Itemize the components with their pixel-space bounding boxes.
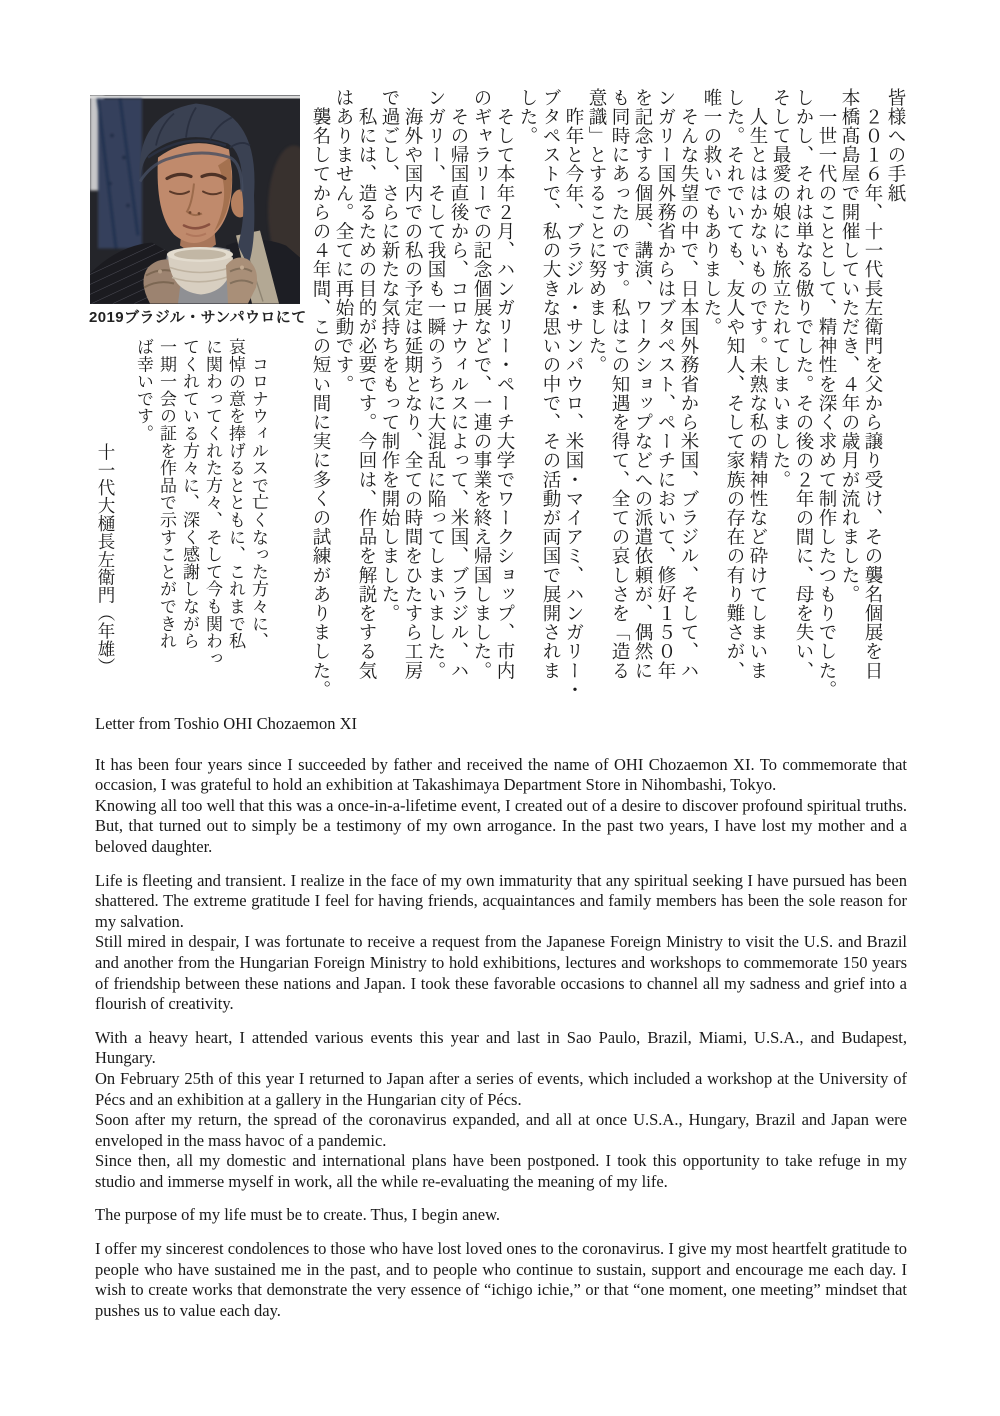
english-letter-title: Letter from Toshio OHI Chozaemon XI: [95, 714, 358, 733]
jp-text-column: そして本年２月、ハンガリー・ペーチ大学でワークショップ、市内: [494, 88, 514, 681]
jp-text-column: 意識」とすることに努めました。: [586, 88, 606, 375]
japanese-letter-closing: [132, 338, 270, 688]
jp-text-column: コロナウィルスで亡くなった方々に、: [249, 338, 268, 650]
jp-text-column: も同時にあったのです。私はこの知遇を得て、全ての哀しさを「造る: [609, 88, 629, 681]
english-paragraph: Still mired in despair, I was fortunate to receive a request from the Japanese Foreign Ministry to visit the U.S. and Brazil and another from the Hungarian Foreign Ministry to hold exhibitions, lectures and workshops to commemorate 150 years of friendship between these nations and Japan. I took these favorable occasions to channel all my sadness and grief into a flourish of creativity.: [95, 932, 907, 1014]
english-paragraph: Soon after my return, the spread of the coronavirus expanded, and all at once U.S.A., Hungary, Brazil and Japan were enveloped in the mass havoc of a pandemic.: [95, 1110, 907, 1150]
english-paragraph: Knowing all too well that this was a once-in-a-lifetime event, I created out of a desire to discover profound spiritual truths. But, that turned out to simply be a testimony of my own arrogance. In the past two years, I have lost my mother and a beloved daughter.: [95, 795, 907, 856]
english-paragraph: Since then, all my domestic and international plans have been postponed. I took this opportunity to take refuge in my studio and immerse myself in work, all the while re-evaluating the meaning of my life.: [95, 1151, 907, 1191]
jp-text-column: てくれている方々に、深く感謝しながら: [180, 338, 199, 650]
jp-text-column: で過ごし、さらに新たな気持ちをもって制作を開始しました。: [379, 88, 399, 623]
jp-text-column: 海外や国内での私の予定は延期となり、全ての時間をひたすら工房: [402, 88, 422, 681]
jp-text-column: 一世一代のこととして、精神性を深く求めて制作したつもりでした。: [816, 88, 836, 700]
jp-text-column: した。それでいても、友人や知人、そして家族の存在の有り難さが、: [724, 88, 744, 681]
jp-text-column: 一期一会の証を作品で示すことができれ: [157, 338, 176, 650]
english-letter: [95, 714, 907, 1321]
english-paragraph: Life is fleeting and transient. I realize in the face of my own immaturity that any spiritual seeking I have pursued has been shattered. The extreme gratitude I feel for having friends, acquaintances and family members has been the sole reason for my salvation.: [95, 870, 907, 931]
jp-text-column: 私には、造るための目的が必要です。今回は、作品を解説をする気: [356, 88, 376, 681]
jp-text-column: その帰国直後から、コロナウィルスによって、米国、ブラジル、ハ: [448, 88, 468, 681]
jp-text-column: 人生とははかないものです。未熟な私の精神性など砕けてしまいま: [747, 88, 767, 681]
jp-text-column: ば幸いです。: [134, 338, 153, 442]
jp-text-column: した。: [517, 88, 537, 146]
english-paragraph: With a heavy heart, I attended various events this year and last in Sao Paulo, Brazil, Miami, U.S.A., and Budapest, Hungary.: [95, 1027, 907, 1068]
jp-text-column: そんな失望の中で、日本国外務省から米国、ブラジル、そして、ハ: [678, 88, 698, 681]
jp-text-column: 本橋髙島屋で開催していただき、４年の歳月が流れました。: [839, 88, 859, 604]
jp-text-column: しかし、それは単なる傲りでした。その後の２年の間に、母を失い、: [793, 88, 813, 681]
background-figure: [98, 99, 142, 249]
english-paragraph: The purpose of my life must be to create. Thus, I begin anew.: [95, 1205, 501, 1225]
jp-text-column: のギャラリーでの記念個展などで、一連の事業を終え帰国しました。: [471, 88, 491, 681]
jp-text-column: ２０１６年、十一代長左衛門を父から譲り受け、その襲名個展を日: [862, 88, 882, 681]
english-paragraphs: [95, 755, 907, 1322]
jp-text-column: 哀悼の意を捧げるとともに、これまで私: [226, 338, 245, 650]
japanese-letter-main: [308, 88, 906, 712]
jp-text-column: はありません。全てに再始動です。: [333, 88, 353, 394]
artist-photo: [90, 95, 300, 304]
jp-text-column: 皆様への手紙: [885, 88, 905, 203]
jp-text-column: を記念する個展、講演、ワークショップなどへの派遣依頼が、偶然に: [632, 88, 652, 681]
jp-text-column: そして最愛の娘にも旅立たれてしまいました。: [770, 88, 790, 490]
jp-text-column: 唯一の救いでもありました。: [701, 88, 721, 337]
artist-photo-illustration: [90, 95, 300, 304]
english-paragraph: It has been four years since I succeeded by father and received the name of OHI Chozaemon XI. To commemorate that occasion, I was grateful to hold an exhibition at Takashimaya Department Store in Nihombashi, Tokyo.: [95, 754, 907, 795]
jp-text-column: 昨年と今年、ブラジル・サンパウロ、米国・マイアミ、ハンガリー・: [563, 88, 583, 700]
signature: 十一代大樋長左衛門（年雄）: [96, 443, 116, 676]
jp-text-column: に関わってくれた方々、そして今も関わっ: [203, 338, 222, 667]
english-paragraph: On February 25th of this year I returned to Japan after a series of events, which included a workshop at the University of Pécs and an exhibition at a gallery in the Hungarian city of Pécs.: [95, 1068, 907, 1109]
jp-text-column: 襲名してからの４年間、この短い間に実に多くの試練がありました。: [310, 88, 330, 700]
jp-text-column: ンガリー、そして我国も一瞬のうちに大混乱に陥ってしまいました。: [425, 88, 445, 681]
jp-text-column: ンガリー国外務省からはブタペスト、ペーチにおいて、修好１５０年: [655, 88, 675, 681]
english-paragraph: I offer my sincerest condolences to those who have lost loved ones to the coronavirus. I give my most heartfelt gratitude to people who have sustained me in the past, and to people who continue to sustain, support and encourage me each day. I wish to create works that demonstrate the very essence of “ichigo ichie,” or that “one moment, one meeting” mindset that pushes us to value each day.: [95, 1239, 907, 1320]
jp-text-column: ブタペストで、私の大きな思いの中で、その活動が両国で展開されま: [540, 88, 560, 681]
photo-caption: 2019ブラジル・サンパウロにて: [89, 309, 307, 326]
